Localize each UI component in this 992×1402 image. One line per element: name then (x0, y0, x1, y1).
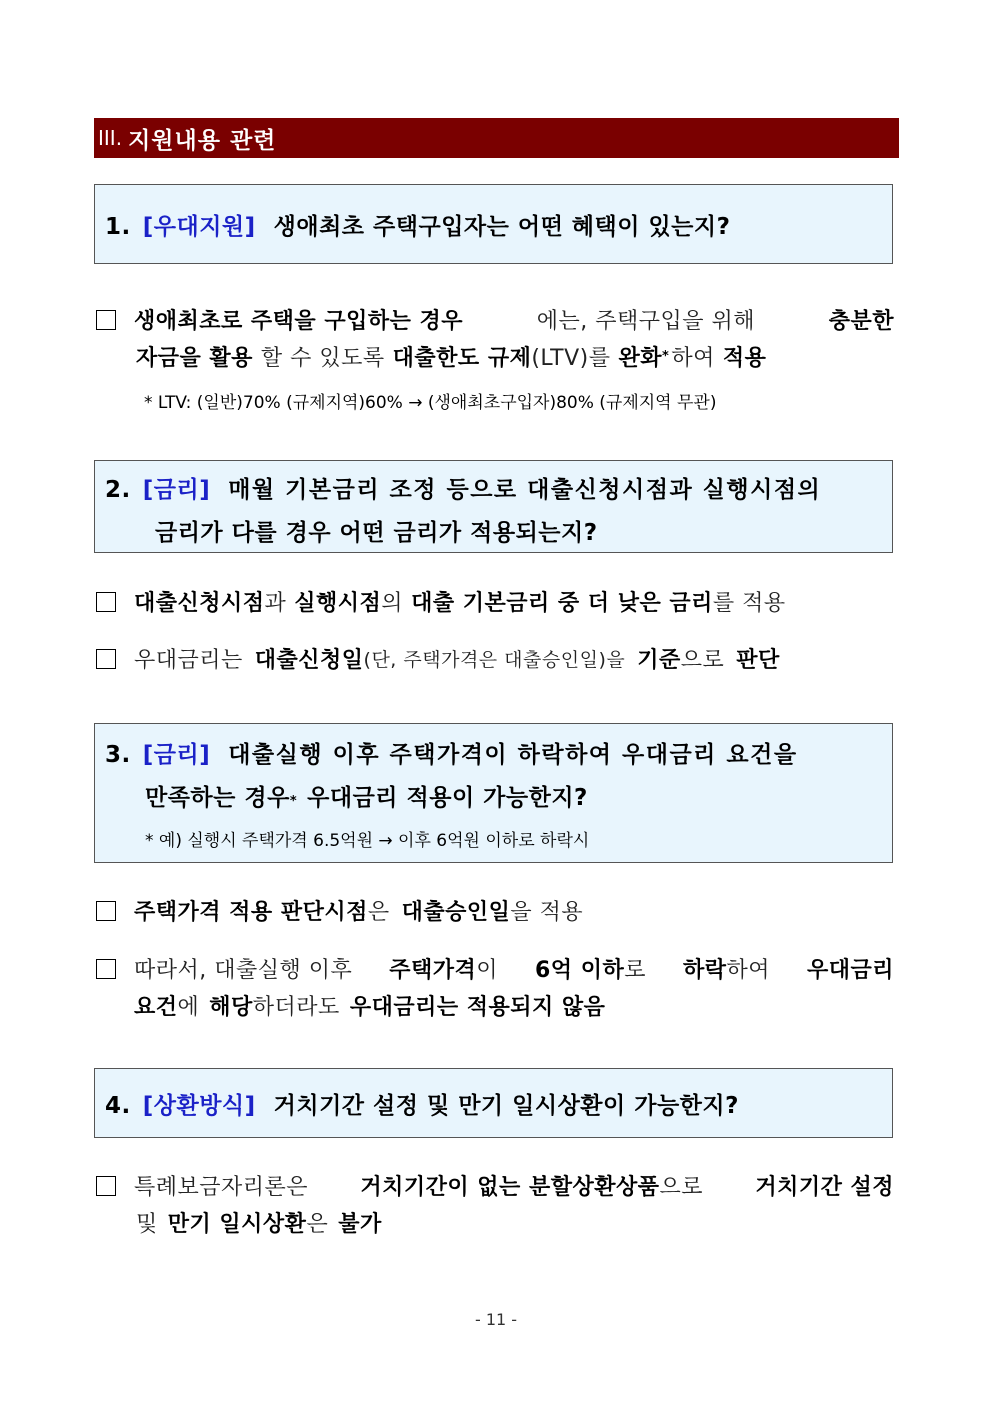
checkbox-icon (96, 592, 116, 612)
answer-2b-normal3: 으로 (680, 648, 725, 673)
answer-3b-l2-bold1: 요건 (134, 995, 178, 1020)
checkbox-icon (96, 901, 116, 921)
section-title: 지원내용 관련 (128, 127, 277, 154)
answer-2-item-2 (96, 643, 896, 674)
answer-4-l2-bold1: 만기 일시상환 (167, 1212, 307, 1237)
answer-2b-bold2: 기준 (637, 648, 681, 673)
question-1-tag: [우대지원] (142, 213, 256, 240)
answer-4-l2-bold2: 불가 (338, 1212, 382, 1237)
page-number: - 11 - (474, 1310, 518, 1329)
question-4-tag: [상환방식] (142, 1092, 256, 1119)
question-2-tag: [금리] (142, 477, 211, 503)
answer-1-line2-normal2: (LTV)를 (531, 346, 611, 371)
answer-3b-l1-bold3: 하락 (682, 958, 727, 983)
answer-2-item-1 (96, 586, 896, 617)
answer-1-line2-bold4: 적용 (722, 346, 767, 371)
question-3-line2b: 우대금리 적용이 가능한지? (307, 785, 588, 811)
answer-2a-bold3: 대출 기본금리 중 더 낮은 금리 (411, 591, 713, 616)
question-4-number: 4. (105, 1092, 131, 1119)
answer-1-line2-normal3: 하여 (671, 346, 715, 371)
checkbox-icon (96, 649, 116, 669)
checkbox-icon (96, 310, 116, 330)
answer-3b-l1-normal3: 로 (624, 958, 646, 983)
answer-1-line2-normal1: 할 수 있도록 (260, 346, 385, 371)
section-roman: III. (98, 126, 123, 150)
answer-4-l2-normal2: 은 (306, 1212, 329, 1237)
question-1-box (94, 184, 893, 264)
answer-2b-normal1: 우대금리는 (134, 648, 243, 673)
question-3-note: * 예) 실행시 주택가격 6.5억원 → 이후 6억원 이하로 하락시 (145, 831, 590, 851)
answer-3b-l1-normal4: 하여 (726, 958, 770, 983)
question-4-text: 거치기간 설정 및 만기 일시상환이 가능한지? (273, 1092, 739, 1119)
answer-1 (96, 304, 896, 413)
answer-1-note: * LTV: (일반)70% (규제지역)60% → (생애최초구입자)80% (규제지역 무관) (144, 393, 717, 413)
answer-3b-l1-normal1: 따라서, 대출실행 이후 (134, 958, 353, 983)
checkbox-icon (96, 959, 116, 979)
answer-2a-bold1: 대출신청시점 (134, 591, 265, 616)
answer-1-line1-bold-end: 충분한 (828, 309, 894, 334)
answer-4-l1-normal1: 특례보금자리론은 (134, 1175, 309, 1200)
question-2-line1: 매월 기본금리 조정 등으로 대출신청시점과 실행시점의 (228, 477, 822, 503)
answer-3b-l2-bold2: 해당 (209, 995, 253, 1020)
question-1-number: 1. (105, 213, 131, 240)
answer-1-line1-normal: 에는, 주택구입을 위해 (536, 309, 755, 334)
section-header (94, 118, 899, 158)
answer-3b-l2-bold3: 우대금리는 적용되지 않음 (349, 995, 606, 1020)
answer-2b-bold3: 판단 (736, 648, 780, 673)
answer-3b-l1-bold2: 6억 이하 (534, 958, 625, 983)
question-3-tag: [금리] (142, 742, 211, 768)
answer-2a-normal3: 를 적용 (712, 591, 786, 616)
question-3-number: 3. (105, 742, 131, 768)
answer-4-l1-normal2: 으로 (659, 1175, 703, 1200)
answer-1-line1-bold: 생애최초로 주택을 구입하는 경우 (134, 309, 464, 334)
answer-2a-bold2: 실행시점 (294, 591, 382, 616)
answer-3b-l1-bold4: 우대금리 (806, 958, 894, 983)
answer-3b-l2-normal2: 하더라도 (252, 995, 340, 1020)
answer-3b-l1-bold1: 주택가격 (389, 958, 477, 983)
answer-3-item-1 (96, 895, 896, 926)
question-3-line1: 대출실행 이후 주택가격이 하락하여 우대금리 요건을 (228, 742, 798, 768)
answer-3a-normal1: 은 (367, 900, 390, 925)
answer-4 (96, 1170, 896, 1238)
answer-1-footnote-mark: * (662, 349, 670, 364)
answer-3a-normal2: 을 적용 (510, 900, 584, 925)
answer-1-line2-bold3: 완화 (618, 346, 662, 371)
checkbox-icon (96, 1176, 116, 1196)
answer-1-line2-bold2: 대출한도 규제 (392, 346, 532, 371)
answer-4-l1-bold2: 거치기간 설정 (755, 1175, 894, 1200)
answer-3b-l2-normal1: 에 (177, 995, 200, 1020)
question-3-box (94, 723, 893, 863)
answer-4-l1-bold1: 거치기간이 없는 분할상환상품 (360, 1175, 660, 1200)
answer-1-line2-bold1: 자금을 활용 (136, 346, 253, 371)
question-3-line2: 만족하는 경우 (145, 785, 290, 811)
answer-3-item-2 (96, 953, 896, 1021)
question-2-line2: 금리가 다를 경우 어떤 금리가 적용되는지? (155, 520, 598, 546)
answer-3a-bold2: 대출승인일 (401, 900, 511, 925)
answer-3a-bold1: 주택가격 적용 판단시점 (134, 900, 368, 925)
question-2-number: 2. (105, 477, 131, 503)
answer-4-l2-normal1: 및 (136, 1212, 158, 1237)
answer-2b-normal2: (단, 주택가격은 대출승인일)을 (363, 649, 626, 671)
answer-2b-bold1: 대출신청일 (254, 648, 364, 673)
question-2-box (94, 460, 893, 553)
answer-3b-l1-normal2: 이 (476, 958, 498, 983)
answer-2a-normal1: 과 (264, 591, 287, 616)
question-4-box (94, 1068, 893, 1138)
question-3-footnote-mark: * (289, 794, 298, 809)
answer-2a-normal2: 의 (381, 591, 404, 616)
question-1-text: 생애최초 주택구입자는 어떤 혜택이 있는지? (273, 213, 731, 240)
